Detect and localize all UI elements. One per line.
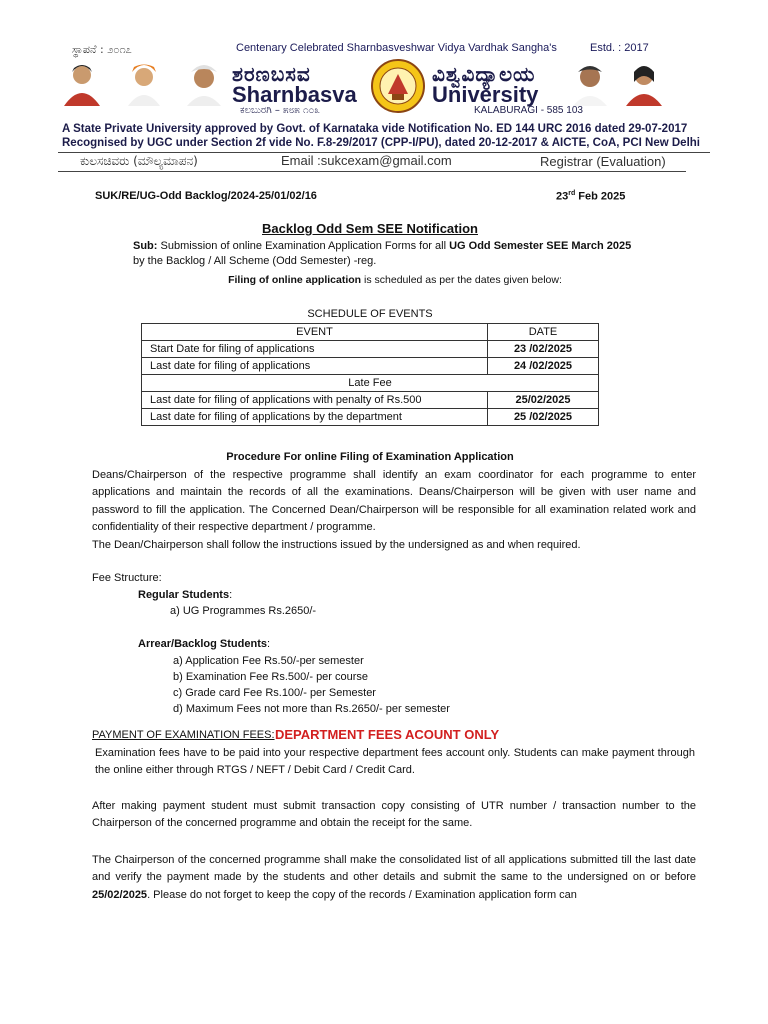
event-cell: Last date for filing of applications with penalty of Rs.500 [142, 392, 488, 409]
column-header-event: EVENT [142, 324, 488, 341]
receipt-paragraph: After making payment student must submit transaction copy consisting of UTR number / transaction number to the Chairperson of the concerned programme and obtain the receipt for the same. [92, 800, 696, 830]
approval-line: A State Private University approved by Govt. of Karnataka vide Notification No. ED 144 URC 2016 dated 29-07-2017 [62, 123, 688, 135]
schedule-title: SCHEDULE OF EVENTS [307, 308, 433, 320]
event-cell: Last date for filing of applications [142, 358, 488, 375]
table-row [142, 409, 599, 426]
table-header-row [142, 324, 599, 341]
established-kannada: ಸ್ಥಾಪನೆ : ೨೦೧೭ [72, 43, 132, 56]
table-row [142, 392, 599, 409]
university-label-kannada: ವಿಶ್ವವಿದ್ಯಾಲಯ [432, 62, 536, 86]
date-cell: 23 /02/2025 [488, 341, 599, 358]
instruction-paragraph: The Dean/Chairperson shall follow the instructions issued by the undersigned as and when required. [92, 539, 581, 551]
contact-email: Email :sukcexam@gmail.com [281, 153, 452, 168]
payment-label: PAYMENT OF EXAMINATION FEES: [92, 729, 275, 741]
list-item: c) Grade card Fee Rs.100/- per Semester [173, 687, 376, 699]
regular-students-heading: Regular Students: [138, 589, 233, 601]
society-name: Centenary Celebrated Sharnbasveshwar Vidya Vardhak Sangha's [236, 42, 557, 54]
portrait-image [622, 60, 666, 106]
portrait-image [182, 60, 226, 106]
column-header-date: DATE [488, 324, 599, 341]
divider [58, 171, 686, 172]
date-cell: 25 /02/2025 [488, 409, 599, 426]
filing-note: Filing of online application is scheduled as per the dates given below: [228, 274, 562, 286]
subject-line: Sub: Submission of online Examination Application Forms for all UG Odd Semester SEE March 2025 by the Backlog / All Scheme (Odd Semester) -reg. [133, 240, 632, 267]
arrear-students-heading: Arrear/Backlog Students: [138, 638, 271, 650]
university-seal-icon [370, 58, 426, 114]
event-cell: Start Date for filing of applications [142, 341, 488, 358]
portrait-image [568, 60, 612, 106]
notification-title: Backlog Odd Sem SEE Notification [262, 221, 478, 236]
consolidation-paragraph: The Chairperson of the concerned programme shall make the consolidated list of all applications submitted till the last date and verify the payment made by the students and other details and submit the same to the undersigned on or before 25/02/2025. Please do not forget to keep the copy of the records / Examination application form can [92, 854, 696, 901]
portrait-image [60, 60, 104, 106]
list-item: b) Examination Fee Rs.500/- per course [173, 671, 369, 683]
recognition-line: Recognised by UGC under Section 2f vide No. F.8-29/2017 (CPP-I/PU), dated 20-12-2017 & AICTE, CoA, PCI New Delhi [62, 137, 700, 149]
event-cell: Last date for filing of applications by the department [142, 409, 488, 426]
payment-paragraph: Examination fees have to be paid into your respective department fees account only. Students can make payment through the online either through RTGS / NEFT / Debit Card / Credit Card. [95, 747, 695, 777]
city-pincode: KALABURAGI - 585 103 [474, 105, 583, 116]
university-name-english: Sharnbasva [232, 82, 357, 107]
portrait-image [122, 60, 166, 106]
table-row [142, 341, 599, 358]
office-kannada: ಕುಲಸಚಿವರು (ಮೌಲ್ಯಮಾಪನ) [80, 154, 198, 168]
schedule-table [141, 323, 599, 426]
city-kannada: ಕಲಬುರಗಿ – ೫೮೫ ೧೦೩ [240, 105, 320, 116]
date-cell: 24 /02/2025 [488, 358, 599, 375]
list-item: a) Application Fee Rs.50/-per semester [173, 655, 364, 667]
date-cell: 25/02/2025 [488, 392, 599, 409]
payment-account: DEPARTMENT FEES ACOUNT ONLY [275, 727, 500, 742]
fee-structure-title: Fee Structure: [92, 572, 162, 584]
table-row [142, 358, 599, 375]
notification-date: 23rd Feb 2025 [556, 190, 626, 203]
arrear-fee-list [173, 653, 450, 717]
regular-fee-item: a) UG Programmes Rs.2650/- [170, 605, 317, 617]
procedure-title: Procedure For online Filing of Examination Application [226, 451, 514, 463]
university-name-kannada: ಶರಣಬಸವ [232, 62, 311, 86]
late-fee-label: Late Fee [142, 375, 599, 392]
established-year: Estd. : 2017 [590, 42, 649, 54]
late-fee-row [142, 375, 599, 392]
university-label-english: University [432, 82, 539, 107]
reference-number: SUK/RE/UG-Odd Backlog/2024-25/01/02/16 [95, 190, 317, 202]
procedure-paragraph: Deans/Chairperson of the respective programme shall identify an exam coordinator for each programme to enter applications and maintain the records of all the examinations. Deans/Chairperson will be given with user name and password to fill the application. The Concerned Dean/Chairperson will be responsible for all examination related work and confidentiality of their respective department / programme. [92, 469, 696, 533]
registrar-label: Registrar (Evaluation) [540, 154, 666, 169]
list-item: d) Maximum Fees not more than Rs.2650/- per semester [173, 703, 450, 715]
